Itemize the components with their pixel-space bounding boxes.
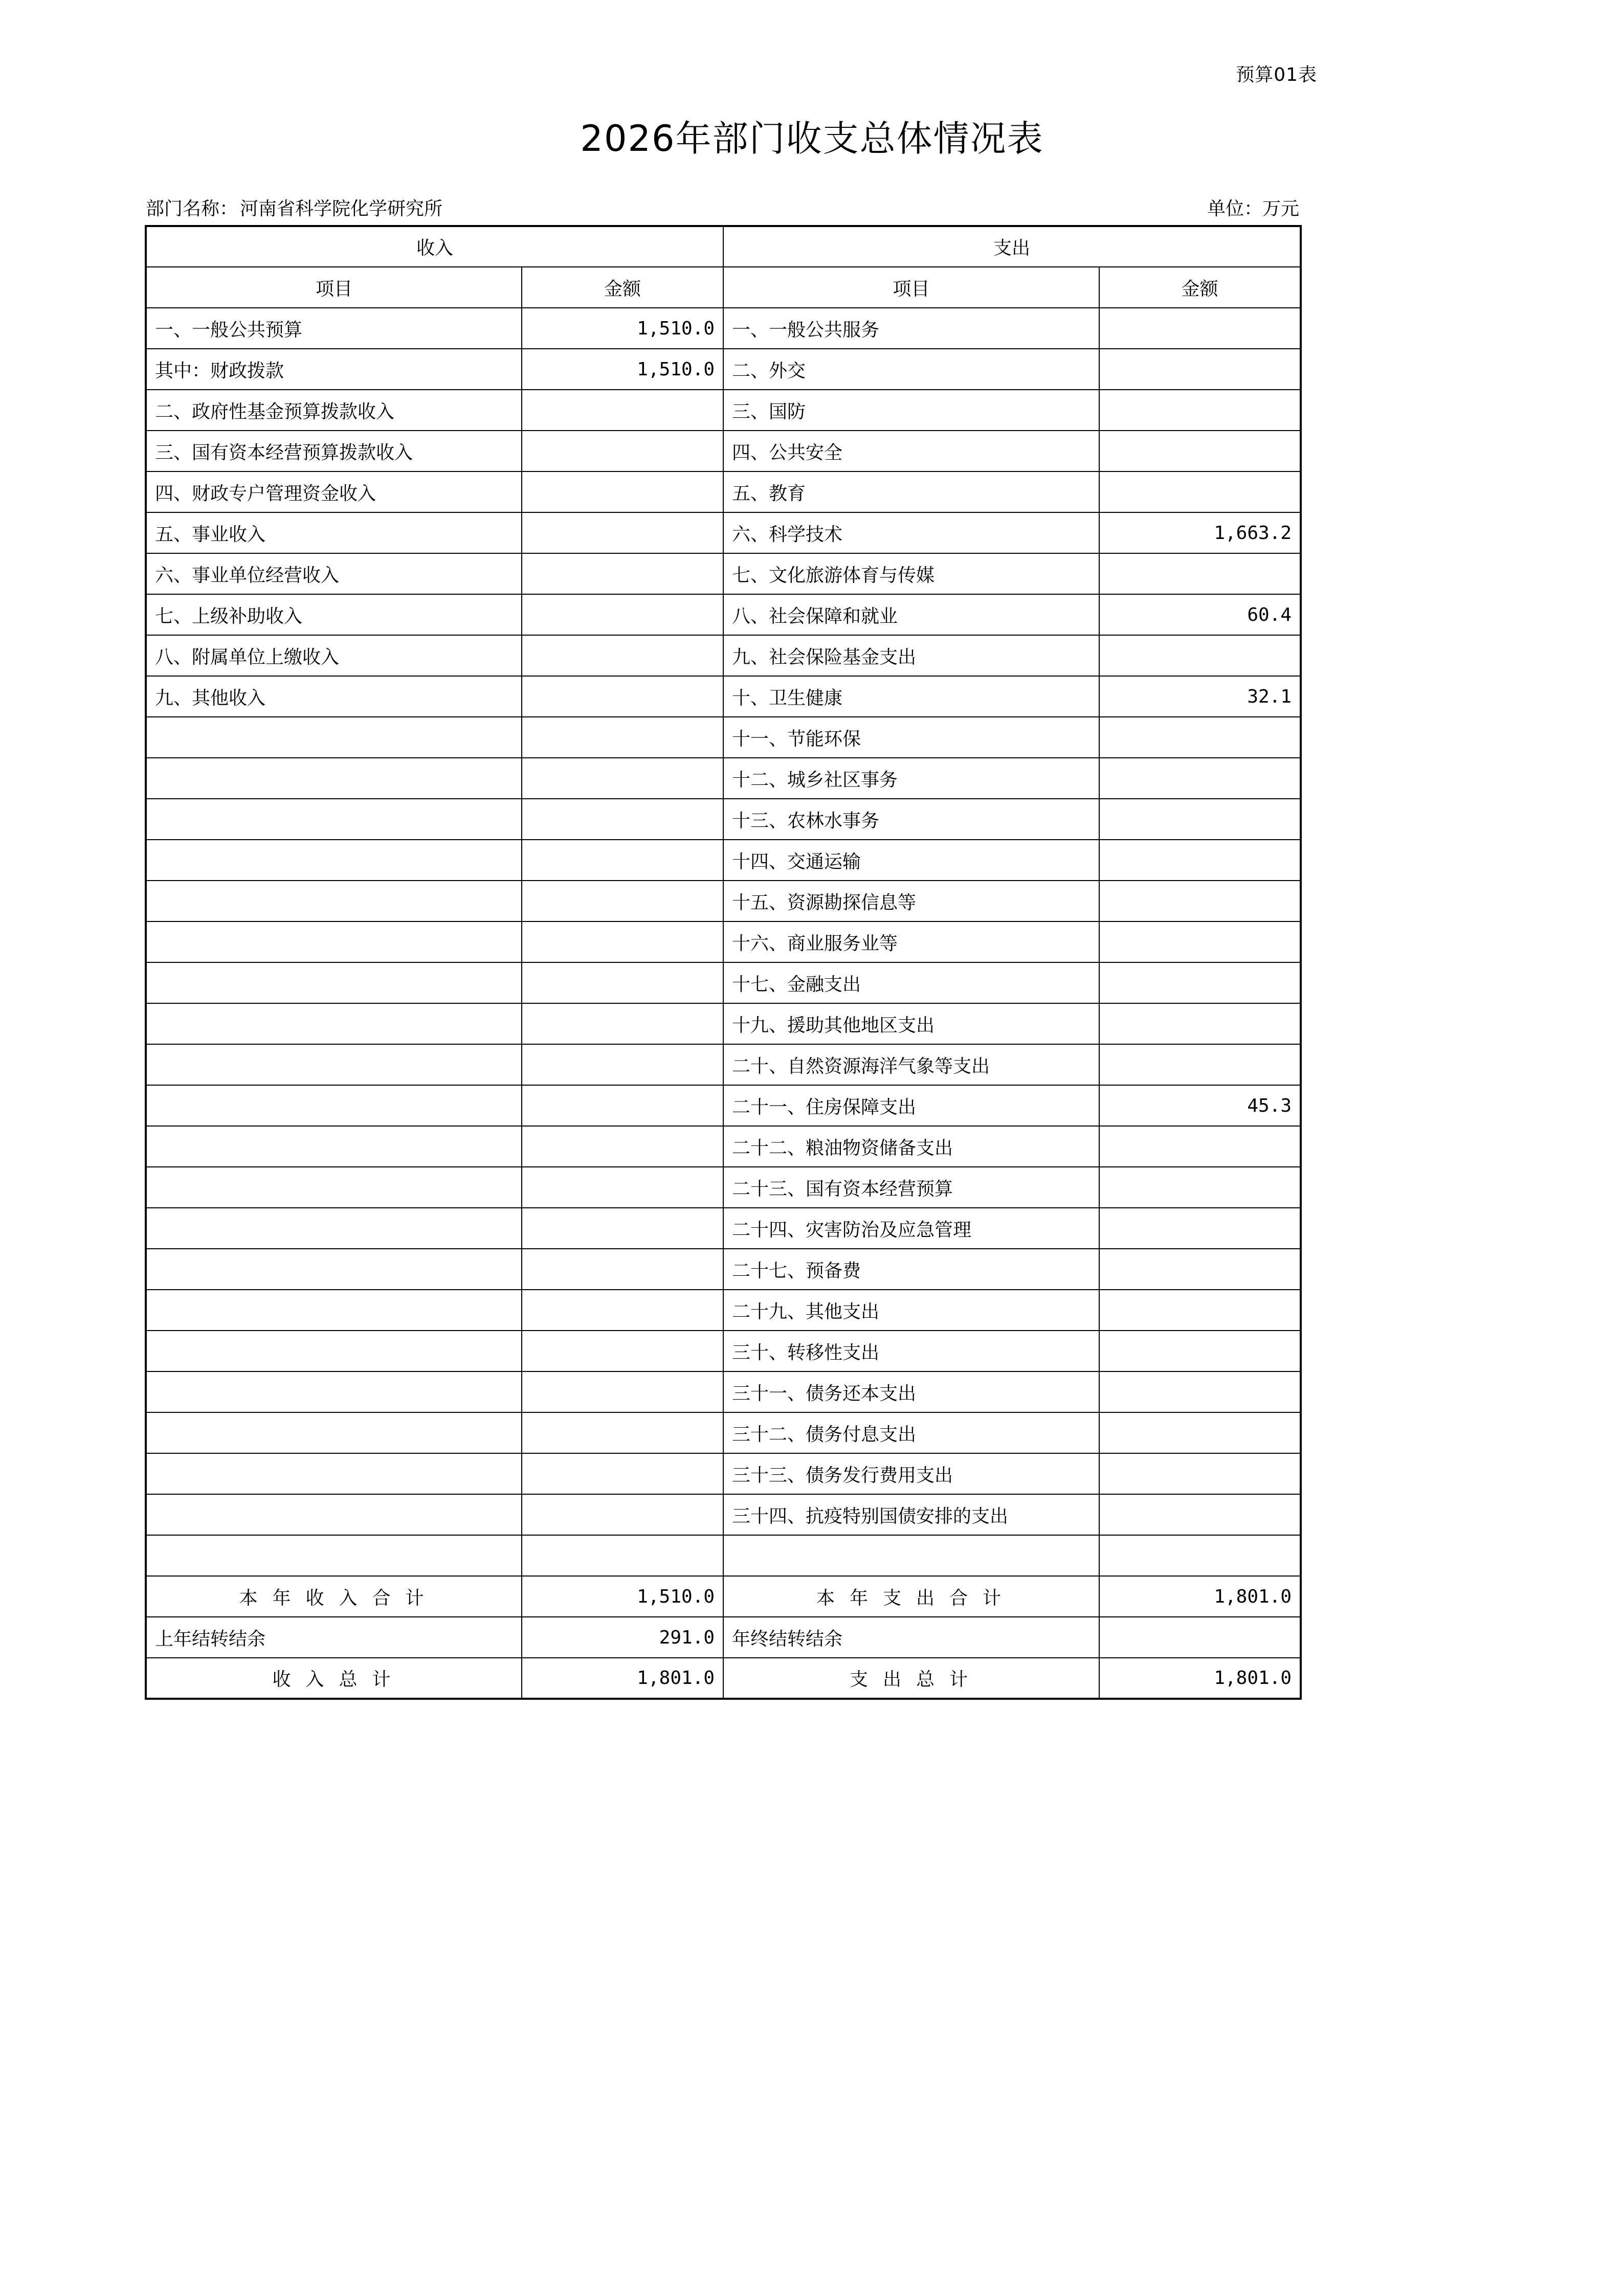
income-amount <box>522 1003 723 1044</box>
summary-expense-label: 年终结转结余 <box>723 1617 1099 1658</box>
table-row <box>146 676 1301 717</box>
department-name: 河南省科学院化学研究所 <box>240 198 443 219</box>
table-row <box>146 717 1301 758</box>
income-amount: 1,510.0 <box>522 349 723 390</box>
table-row <box>146 431 1301 471</box>
income-amount <box>522 1331 723 1371</box>
income-item: 一、一般公共预算 <box>146 308 522 349</box>
expense-item: 三十、转移性支出 <box>723 1331 1099 1371</box>
income-item <box>146 921 522 962</box>
unit-label: 单位：万元 <box>1207 198 1299 219</box>
expense-amount <box>1099 1003 1301 1044</box>
income-item <box>146 1453 522 1494</box>
summary-income-label: 收 入 总 计 <box>146 1658 522 1699</box>
summary-income-label: 本 年 收 入 合 计 <box>146 1576 522 1617</box>
income-item <box>146 962 522 1003</box>
income-item <box>146 758 522 799</box>
income-item <box>146 717 522 758</box>
income-item: 九、其他收入 <box>146 676 522 717</box>
expense-item: 十一、节能环保 <box>723 717 1099 758</box>
expense-item: 二十九、其他支出 <box>723 1290 1099 1331</box>
table-row <box>146 1412 1301 1453</box>
expense-amount <box>1099 881 1301 921</box>
income-amount <box>522 676 723 717</box>
expense-item: 十四、交通运输 <box>723 840 1099 881</box>
table-summary-row <box>146 1617 1301 1658</box>
table-row <box>146 1331 1301 1371</box>
table-section-header <box>146 226 1301 267</box>
table-row <box>146 471 1301 512</box>
expense-item: 九、社会保险基金支出 <box>723 635 1099 676</box>
form-number: 预算01表 <box>1236 64 1317 85</box>
expense-item: 三十二、债务付息支出 <box>723 1412 1099 1453</box>
expense-amount <box>1099 1331 1301 1371</box>
income-amount <box>522 1167 723 1208</box>
income-item <box>146 1044 522 1085</box>
page-title: 2026年部门收支总体情况表 <box>580 118 1044 160</box>
income-item <box>146 1208 522 1249</box>
expense-item: 二十四、灾害防治及应急管理 <box>723 1208 1099 1249</box>
income-item <box>146 840 522 881</box>
expense-amount <box>1099 1126 1301 1167</box>
income-item <box>146 1085 522 1126</box>
table-summary-row <box>146 1576 1301 1617</box>
expense-amount <box>1099 390 1301 431</box>
income-amount <box>522 1249 723 1290</box>
income-item: 七、上级补助收入 <box>146 594 522 635</box>
income-item: 其中：财政拨款 <box>146 349 522 390</box>
table-row <box>146 512 1301 553</box>
table-row <box>146 1249 1301 1290</box>
income-amount <box>522 1453 723 1494</box>
expense-item: 三十三、债务发行费用支出 <box>723 1453 1099 1494</box>
expense-amount <box>1099 799 1301 840</box>
table-row <box>146 1535 1301 1576</box>
income-amount <box>522 799 723 840</box>
income-item <box>146 1371 522 1412</box>
income-amount <box>522 1126 723 1167</box>
income-amount <box>522 431 723 471</box>
summary-income-amount: 1,801.0 <box>522 1658 723 1699</box>
table-row <box>146 308 1301 349</box>
expense-item: 十、卫生健康 <box>723 676 1099 717</box>
table-row <box>146 962 1301 1003</box>
table-column-header <box>146 267 1301 308</box>
table-row <box>146 1290 1301 1331</box>
expense-amount: 1,663.2 <box>1099 512 1301 553</box>
income-item <box>146 799 522 840</box>
expense-amount <box>1099 1371 1301 1412</box>
income-amount <box>522 1085 723 1126</box>
income-amount <box>522 717 723 758</box>
column-header-expense-item: 项目 <box>723 267 1099 308</box>
table-row <box>146 390 1301 431</box>
table-row <box>146 594 1301 635</box>
expense-item: 十三、农林水事务 <box>723 799 1099 840</box>
expense-item: 十二、城乡社区事务 <box>723 758 1099 799</box>
table-summary-row <box>146 1658 1301 1699</box>
expense-item: 十九、援助其他地区支出 <box>723 1003 1099 1044</box>
income-amount <box>522 1371 723 1412</box>
income-amount <box>522 881 723 921</box>
table-row <box>146 635 1301 676</box>
table-row <box>146 881 1301 921</box>
expense-item: 三十一、债务还本支出 <box>723 1371 1099 1412</box>
income-amount <box>522 1535 723 1576</box>
section-header-expense: 支出 <box>723 226 1301 267</box>
expense-amount <box>1099 635 1301 676</box>
expense-item: 八、社会保障和就业 <box>723 594 1099 635</box>
income-item <box>146 1126 522 1167</box>
income-item <box>146 1290 522 1331</box>
summary-expense-label: 本 年 支 出 合 计 <box>723 1576 1099 1617</box>
income-amount <box>522 594 723 635</box>
income-amount <box>522 1208 723 1249</box>
income-amount <box>522 921 723 962</box>
table-row <box>146 1044 1301 1085</box>
table-row <box>146 1371 1301 1412</box>
expense-item: 四、公共安全 <box>723 431 1099 471</box>
expense-amount <box>1099 1249 1301 1290</box>
summary-expense-label: 支 出 总 计 <box>723 1658 1099 1699</box>
expense-amount <box>1099 1412 1301 1453</box>
budget-table <box>145 225 1302 1700</box>
expense-item: 三、国防 <box>723 390 1099 431</box>
expense-amount <box>1099 1453 1301 1494</box>
table-row <box>146 1167 1301 1208</box>
income-item: 二、政府性基金预算拨款收入 <box>146 390 522 431</box>
table-row <box>146 758 1301 799</box>
column-header-expense-amount: 金额 <box>1099 267 1301 308</box>
expense-item: 六、科学技术 <box>723 512 1099 553</box>
expense-item: 二、外交 <box>723 349 1099 390</box>
expense-amount <box>1099 921 1301 962</box>
summary-income-label: 上年结转结余 <box>146 1617 522 1658</box>
income-item <box>146 1167 522 1208</box>
table-row <box>146 349 1301 390</box>
income-amount <box>522 553 723 594</box>
table-row <box>146 1494 1301 1535</box>
expense-amount <box>1099 308 1301 349</box>
summary-expense-amount: 1,801.0 <box>1099 1576 1301 1617</box>
expense-item: 十五、资源勘探信息等 <box>723 881 1099 921</box>
income-item: 八、附属单位上缴收入 <box>146 635 522 676</box>
table-row <box>146 1126 1301 1167</box>
expense-amount <box>1099 431 1301 471</box>
income-amount: 1,510.0 <box>522 308 723 349</box>
expense-amount <box>1099 1208 1301 1249</box>
expense-amount <box>1099 1167 1301 1208</box>
income-amount <box>522 758 723 799</box>
income-amount <box>522 390 723 431</box>
income-item <box>146 1535 522 1576</box>
income-item <box>146 1494 522 1535</box>
table-row <box>146 799 1301 840</box>
income-item: 五、事业收入 <box>146 512 522 553</box>
expense-item <box>723 1535 1099 1576</box>
expense-item: 一、一般公共服务 <box>723 308 1099 349</box>
income-amount <box>522 1290 723 1331</box>
summary-income-amount: 1,510.0 <box>522 1576 723 1617</box>
expense-item: 十六、商业服务业等 <box>723 921 1099 962</box>
section-header-income: 收入 <box>146 226 723 267</box>
expense-item: 二十、自然资源海洋气象等支出 <box>723 1044 1099 1085</box>
table-row <box>146 840 1301 881</box>
income-item: 六、事业单位经营收入 <box>146 553 522 594</box>
expense-amount <box>1099 1494 1301 1535</box>
expense-amount <box>1099 717 1301 758</box>
expense-amount <box>1099 840 1301 881</box>
department-label: 部门名称： <box>146 198 238 219</box>
expense-item: 五、教育 <box>723 471 1099 512</box>
column-header-income-item: 项目 <box>146 267 522 308</box>
table-row <box>146 1085 1301 1126</box>
summary-expense-amount <box>1099 1617 1301 1658</box>
table-row <box>146 1003 1301 1044</box>
income-amount <box>522 962 723 1003</box>
expense-item: 二十二、粮油物资储备支出 <box>723 1126 1099 1167</box>
expense-amount: 60.4 <box>1099 594 1301 635</box>
income-item: 三、国有资本经营预算拨款收入 <box>146 431 522 471</box>
income-item <box>146 881 522 921</box>
income-item <box>146 1249 522 1290</box>
income-amount <box>522 1044 723 1085</box>
expense-amount <box>1099 349 1301 390</box>
expense-amount <box>1099 1290 1301 1331</box>
table-row <box>146 1453 1301 1494</box>
income-amount <box>522 635 723 676</box>
expense-amount <box>1099 553 1301 594</box>
income-amount <box>522 1412 723 1453</box>
table-row <box>146 921 1301 962</box>
summary-expense-amount: 1,801.0 <box>1099 1658 1301 1699</box>
summary-income-amount: 291.0 <box>522 1617 723 1658</box>
expense-amount: 45.3 <box>1099 1085 1301 1126</box>
expense-item: 三十四、抗疫特别国债安排的支出 <box>723 1494 1099 1535</box>
income-item: 四、财政专户管理资金收入 <box>146 471 522 512</box>
income-amount <box>522 1494 723 1535</box>
document-meta <box>146 194 1299 220</box>
expense-amount <box>1099 1535 1301 1576</box>
expense-amount <box>1099 471 1301 512</box>
expense-item: 七、文化旅游体育与传媒 <box>723 553 1099 594</box>
expense-item: 二十一、住房保障支出 <box>723 1085 1099 1126</box>
income-item <box>146 1412 522 1453</box>
table-row <box>146 1208 1301 1249</box>
expense-item: 十七、金融支出 <box>723 962 1099 1003</box>
income-amount <box>522 840 723 881</box>
expense-item: 二十七、预备费 <box>723 1249 1099 1290</box>
expense-item: 二十三、国有资本经营预算 <box>723 1167 1099 1208</box>
expense-amount: 32.1 <box>1099 676 1301 717</box>
expense-amount <box>1099 758 1301 799</box>
expense-amount <box>1099 962 1301 1003</box>
table-row <box>146 553 1301 594</box>
income-amount <box>522 471 723 512</box>
income-item <box>146 1003 522 1044</box>
income-amount <box>522 512 723 553</box>
department-info <box>146 194 442 220</box>
income-item <box>146 1331 522 1371</box>
column-header-income-amount: 金额 <box>522 267 723 308</box>
expense-amount <box>1099 1044 1301 1085</box>
